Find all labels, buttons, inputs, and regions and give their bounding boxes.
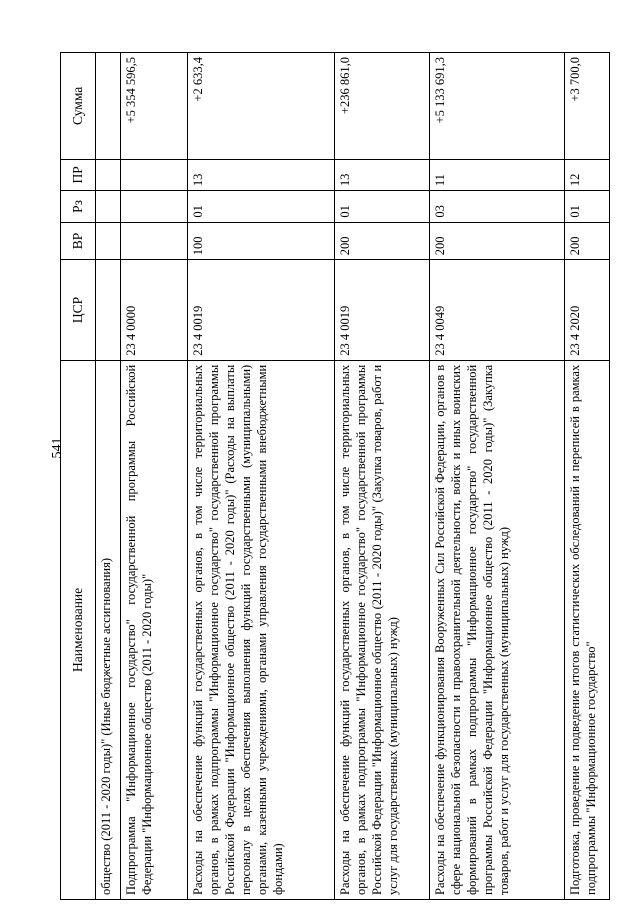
cell-sum: +2 633,4 [188, 53, 335, 160]
table-row [430, 53, 565, 900]
cell-csr: 23 4 0019 [335, 260, 430, 361]
cell-rz: 01 [188, 191, 335, 223]
cell-sum: +3 700,0 [565, 53, 610, 160]
rotated-table-container [60, 52, 598, 900]
cell-name: Расходы на обеспечение функций государственных органов, в том числе территориальных органов, в рамках подпрограммы "Информационное государство" государственной программы Российской Федерации "Информационное общество (2011 - 2020 годы)" (Расходы на выплаты персоналу в целях обеспечения выполнения функций государственными (муниципальными) органами, казенными учреждениями, органами управления государственными внебюджетными фондами) [188, 360, 335, 899]
cell-rz: 01 [565, 191, 610, 223]
cell-vr: 200 [565, 222, 610, 260]
cell-sum: +236 861,0 [335, 53, 430, 160]
header-rz: Рз [61, 191, 96, 223]
cell-rz [121, 191, 188, 223]
cell-pr: 12 [565, 159, 610, 191]
cell-pr: 13 [188, 159, 335, 191]
table-row [335, 53, 430, 900]
cell-csr: 23 4 0049 [430, 260, 565, 361]
cell-sum [96, 53, 121, 160]
page-number: 541 [50, 437, 65, 459]
cell-sum: +5 354 596,5 [121, 53, 188, 160]
table-row [96, 53, 121, 900]
table-row [565, 53, 610, 900]
cell-vr [121, 222, 188, 260]
header-name: Наименование [61, 360, 96, 899]
cell-rz: 01 [335, 191, 430, 223]
cell-csr [96, 260, 121, 361]
header-pr: ПР [61, 159, 96, 191]
cell-csr: 23 4 0000 [121, 260, 188, 361]
cell-name: Расходы на обеспечение функций государственных органов, в том числе территориальных органов, в рамках подпрограммы "Информационное государство" государственной программы Российской Федерации "Информационное общество (2011 - 2020 годы)" (Закупка товаров, работ и услуг для государственных (муниципальных) нужд) [335, 360, 430, 899]
budget-table [60, 52, 610, 900]
cell-vr [96, 222, 121, 260]
cell-pr [96, 159, 121, 191]
cell-name: Подпрограмма "Информационное государство" государственной программы Российской Федерации "Информационное общество (2011 - 2020 годы)" [121, 360, 188, 899]
cell-name: общество (2011 - 2020 годы)" (Иные бюджетные ассигнования) [96, 360, 121, 899]
cell-csr: 23 4 0019 [188, 260, 335, 361]
cell-rz [96, 191, 121, 223]
cell-pr: 13 [335, 159, 430, 191]
cell-vr: 200 [430, 222, 565, 260]
header-sum: Сумма [61, 53, 96, 160]
table-row [188, 53, 335, 900]
cell-rz: 03 [430, 191, 565, 223]
cell-sum: +5 133 691,3 [430, 53, 565, 160]
header-csr: ЦСР [61, 260, 96, 361]
table-row [121, 53, 188, 900]
cell-vr: 200 [335, 222, 430, 260]
header-vr: ВР [61, 222, 96, 260]
cell-name: Расходы на обеспечение функционирования Вооруженных Сил Российской Федерации, органов в сфере национальной безопасности и правоохранительной деятельности, войск и иных воинских формирований в рамках подпрограммы "Информационное государство" государственной программы Российской Федерации "Информационное общество (2011 - 2020 годы)" (Закупка товаров, работ и услуг для государственных (муниципальных) нужд) [430, 360, 565, 899]
cell-csr: 23 4 2020 [565, 260, 610, 361]
cell-name: Подготовка, проведение и подведение итогов статистических обследований и переписей в рамках подпрограммы "Информационное государство" [565, 360, 610, 899]
cell-vr: 100 [188, 222, 335, 260]
cell-pr: 11 [430, 159, 565, 191]
cell-pr [121, 159, 188, 191]
table-header-row [61, 53, 96, 900]
